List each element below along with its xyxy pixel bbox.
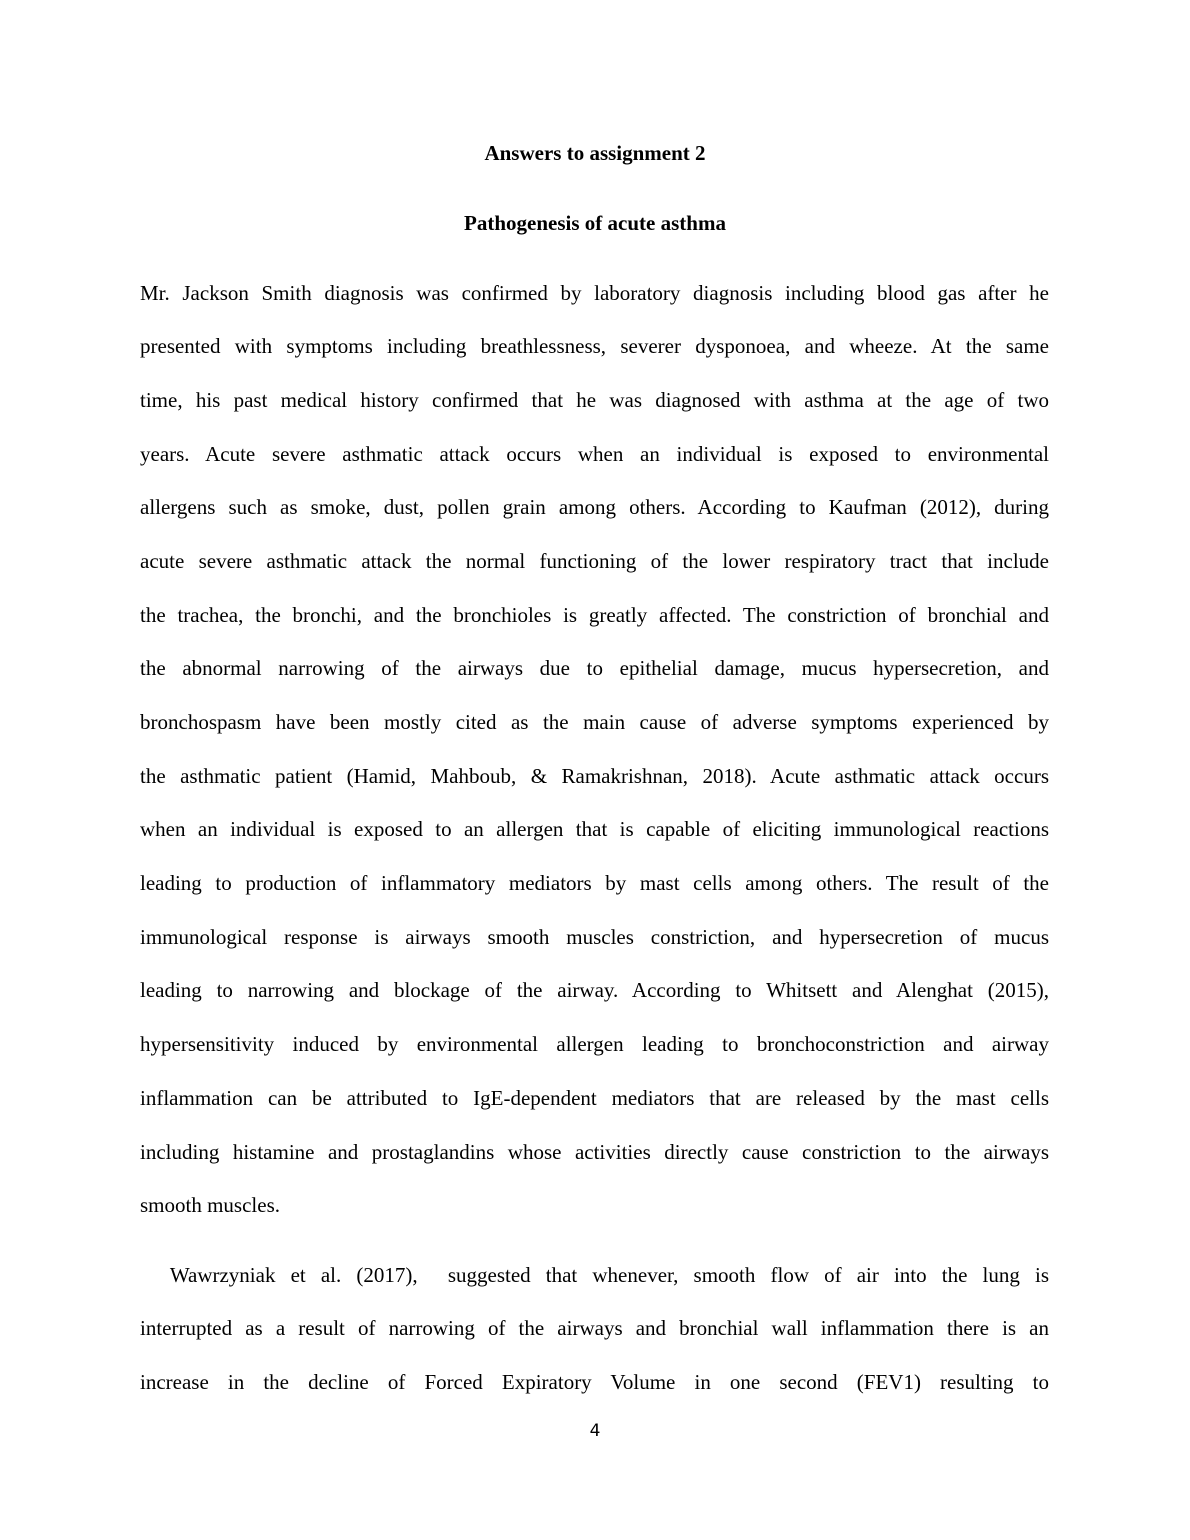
text-line: time, his past medical history confirmed that he was diagnosed with asthma at the age of two [140, 388, 1049, 412]
text-line: leading to narrowing and blockage of the airway. According to Whitsett and Alenghat (2015), [140, 978, 1049, 1002]
text-line: allergens such as smoke, dust, pollen grain among others. According to Kaufman (2012), during [140, 495, 1049, 519]
text-line: including histamine and prostaglandins whose activities directly cause constriction to the airways [140, 1140, 1049, 1164]
text-line: increase in the decline of Forced Expiratory Volume in one second (FEV1) resulting to [140, 1370, 1049, 1394]
text-line: Wawrzyniak et al. (2017), suggested that whenever, smooth flow of air into the lung is [140, 1263, 1049, 1287]
text-line: bronchospasm have been mostly cited as the main cause of adverse symptoms experienced by [140, 710, 1049, 734]
text-line: leading to production of inflammatory mediators by mast cells among others. The result of the [140, 871, 1049, 895]
text-line: the asthmatic patient (Hamid, Mahboub, & Ramakrishnan, 2018). Acute asthmatic attack occurs [140, 764, 1049, 788]
text-line: smooth muscles. [140, 1193, 280, 1217]
text-line: the trachea, the bronchi, and the bronchioles is greatly affected. The constriction of bronchial and [140, 603, 1049, 627]
page-number: 4 [589, 1421, 601, 1441]
document-title: Answers to assignment 2 [484, 141, 706, 165]
text-line: years. Acute severe asthmatic attack occurs when an individual is exposed to environmental [140, 442, 1049, 466]
text-line: the abnormal narrowing of the airways due to epithelial damage, mucus hypersecretion, and [140, 656, 1049, 680]
text-line: acute severe asthmatic attack the normal functioning of the lower respiratory tract that include [140, 549, 1049, 573]
text-line: interrupted as a result of narrowing of the airways and bronchial wall inflammation there is an [140, 1316, 1049, 1340]
text-line: when an individual is exposed to an allergen that is capable of eliciting immunological reactions [140, 817, 1049, 841]
text-line: presented with symptoms including breathlessness, severer dysponoea, and wheeze. At the same [140, 334, 1049, 358]
section-title: Pathogenesis of acute asthma [464, 211, 726, 235]
text-line: inflammation can be attributed to IgE-dependent mediators that are released by the mast cells [140, 1086, 1049, 1110]
text-line: immunological response is airways smooth muscles constriction, and hypersecretion of mucus [140, 925, 1049, 949]
text-line: hypersensitivity induced by environmental allergen leading to bronchoconstriction and airway [140, 1032, 1049, 1056]
text-line: Mr. Jackson Smith diagnosis was confirmed by laboratory diagnosis including blood gas after he [140, 281, 1049, 305]
